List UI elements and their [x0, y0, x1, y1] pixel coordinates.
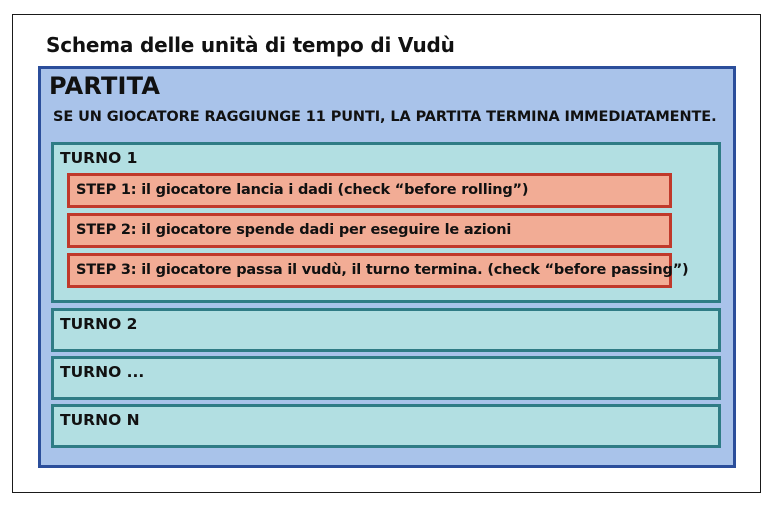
- turno-1-box: [51, 142, 721, 303]
- diagram-title: Schema delle unità di tempo di Vudù: [46, 33, 455, 57]
- partita-box: [38, 66, 736, 468]
- partita-rule: SE UN GIOCATORE RAGGIUNGE 11 PUNTI, LA PARTITA TERMINA IMMEDIATAMENTE.: [53, 109, 717, 125]
- step-1-box: [67, 173, 672, 208]
- turno-ellipsis-label: TURNO ...: [60, 363, 145, 381]
- turno-n-label: TURNO N: [60, 411, 140, 429]
- turno-ellipsis-box: [51, 356, 721, 400]
- step-3-box: [67, 253, 689, 288]
- partita-label: PARTITA: [49, 72, 161, 100]
- step-2-box: [67, 213, 672, 248]
- turno-1-label: TURNO 1: [60, 149, 138, 167]
- turno-2-label: TURNO 2: [60, 315, 138, 333]
- turno-2-box: [51, 308, 721, 352]
- step-1-text: STEP 1: il giocatore lancia i dadi (check “before rolling”): [76, 182, 529, 198]
- step-2-text: STEP 2: il giocatore spende dadi per eseguire le azioni: [76, 222, 512, 238]
- step-3-text: STEP 3: il giocatore passa il vudù, il turno termina. (check “before passing”): [76, 262, 689, 278]
- turno-n-box: [51, 404, 721, 448]
